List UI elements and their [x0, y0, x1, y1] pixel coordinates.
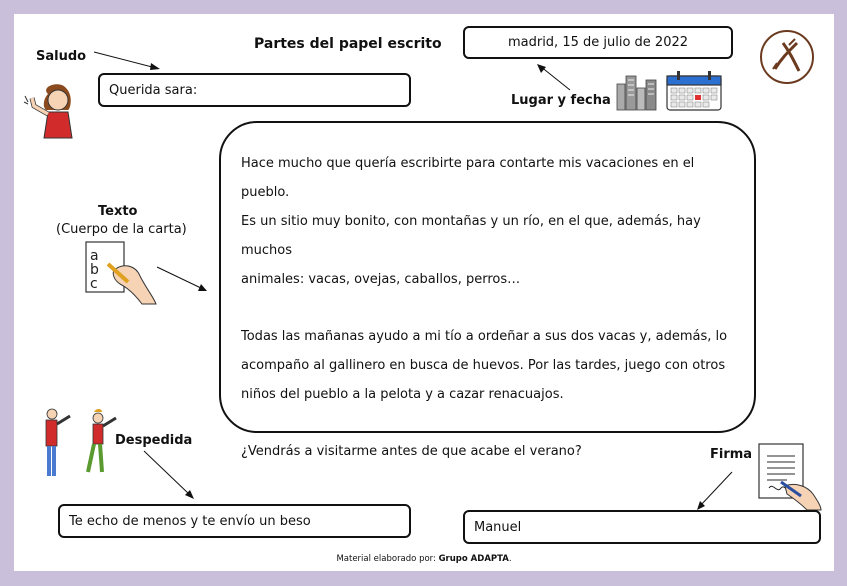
letter-sheet [14, 14, 834, 571]
page-title: Partes del papel escrito [254, 36, 442, 52]
fecha-arrow-icon [534, 62, 574, 94]
despedida-arrow-icon [144, 451, 204, 505]
saludo-text: Querida sara: [109, 82, 198, 98]
body-line: Hace mucho que quería escribirte para contarte mis vacaciones en el pueblo. [241, 156, 695, 200]
logo-icon [759, 29, 815, 85]
saludo-arrow-icon [94, 52, 174, 74]
body-line: acompaño al gallinero en busca de huevos. Por las tardes, juego con otros [241, 358, 726, 373]
svg-text:c: c [90, 276, 98, 292]
despedida-label: Despedida [115, 433, 193, 448]
body-line: niños del pueblo a la pelota y a cazar renacuajos. [241, 387, 564, 402]
svg-text:b: b [90, 262, 99, 278]
fecha-text: madrid, 15 de julio de 2022 [507, 35, 689, 50]
writing-hand-icon [84, 240, 164, 306]
city-icon [615, 72, 659, 112]
lugar-fecha-label: Lugar y fecha [511, 93, 611, 108]
footer-prefix: Material elaborado por: [336, 554, 439, 564]
body-line: Todas las mañanas ayudo a mi tío a ordeñar a sus dos vacas y, además, lo [241, 329, 728, 344]
firma-label: Firma [710, 447, 753, 462]
signing-document-icon [755, 442, 825, 512]
texto-arrow-icon [157, 267, 213, 297]
calendar-icon [665, 70, 723, 112]
footer-suffix: . [508, 554, 512, 564]
texto-sublabel: (Cuerpo de la carta) [56, 222, 187, 237]
girl-waving-icon [22, 80, 82, 142]
despedida-field [58, 504, 411, 538]
fecha-field [463, 26, 733, 59]
saludo-label: Saludo [36, 49, 87, 64]
firma-text: Manuel [474, 519, 522, 535]
footer-credit [14, 554, 834, 564]
texto-label: Texto [98, 204, 138, 219]
body-line: animales: vacas, ovejas, caballos, perros… [241, 272, 521, 287]
despedida-text: Te echo de menos y te envío un beso [69, 513, 311, 529]
body-line: ¿Vendrás a visitarme antes de que acabe el verano? [241, 444, 582, 459]
svg-text:a: a [90, 248, 99, 264]
firma-arrow-icon [694, 470, 738, 514]
footer-org: Grupo ADAPTA [438, 554, 509, 564]
firma-field [463, 510, 821, 544]
saludo-field [98, 73, 411, 107]
waving-people-icon [42, 406, 122, 480]
body-line: Es un sitio muy bonito, con montañas y un río, en el que, además, hay muchos [241, 214, 701, 258]
